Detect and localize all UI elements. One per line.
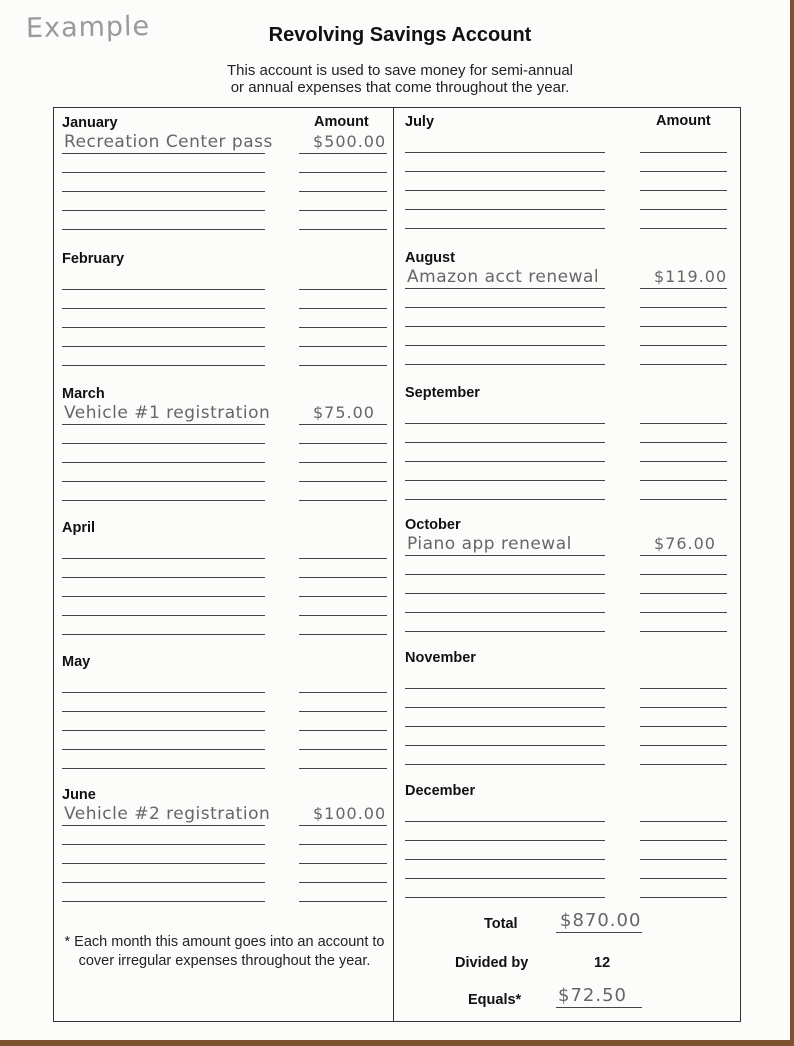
entry-line-january[interactable] (62, 210, 265, 211)
entry-line-february[interactable] (62, 365, 265, 366)
entry-line-september[interactable] (405, 423, 605, 424)
amount-line-june[interactable] (299, 844, 387, 845)
entry-line-august[interactable] (405, 326, 605, 327)
amount-line-july[interactable] (640, 152, 727, 153)
entry-line-january[interactable] (62, 153, 265, 154)
amount-line-december[interactable] (640, 859, 727, 860)
entry-line-august[interactable] (405, 288, 605, 289)
entry-line-september[interactable] (405, 461, 605, 462)
amount-line-february[interactable] (299, 289, 387, 290)
amount-line-march[interactable] (299, 443, 387, 444)
amount-line-june[interactable] (299, 863, 387, 864)
amount-line-november[interactable] (640, 707, 727, 708)
amount-line-august[interactable] (640, 307, 727, 308)
amount-line-august[interactable] (640, 364, 727, 365)
entry-text-august: Amazon acct renewal (407, 267, 600, 287)
amount-header-july: Amount (656, 113, 711, 129)
entry-line-december[interactable] (405, 878, 605, 879)
total-value: $870.00 (560, 910, 642, 931)
entry-line-july[interactable] (405, 171, 605, 172)
amount-line-september[interactable] (640, 423, 727, 424)
month-label-november: November (405, 650, 476, 666)
amount-line-december[interactable] (640, 821, 727, 822)
entry-line-may[interactable] (62, 711, 265, 712)
amount-line-december[interactable] (640, 840, 727, 841)
month-label-january: January (62, 115, 118, 131)
amount-line-january[interactable] (299, 191, 387, 192)
entry-line-october[interactable] (405, 612, 605, 613)
entry-line-may[interactable] (62, 768, 265, 769)
amount-line-june[interactable] (299, 825, 387, 826)
amount-line-november[interactable] (640, 688, 727, 689)
amount-line-october[interactable] (640, 612, 727, 613)
subtitle-line-1: This account is used to save money for semi-annual (226, 62, 573, 79)
page-subtitle (0, 62, 794, 96)
column-divider (393, 107, 394, 1022)
entry-line-december[interactable] (405, 897, 605, 898)
entry-line-december[interactable] (405, 821, 605, 822)
entry-line-november[interactable] (405, 688, 605, 689)
entry-line-january[interactable] (62, 172, 265, 173)
amount-line-may[interactable] (299, 711, 387, 712)
page-title: Revolving Savings Account (268, 24, 532, 46)
amount-line-february[interactable] (299, 346, 387, 347)
entry-line-april[interactable] (62, 558, 265, 559)
amount-line-march[interactable] (299, 462, 387, 463)
amount-line-december[interactable] (640, 897, 727, 898)
amount-line-january[interactable] (299, 229, 387, 230)
entry-line-june[interactable] (62, 844, 265, 845)
entry-line-february[interactable] (62, 289, 265, 290)
amount-text-august: $119.00 (654, 267, 728, 286)
entry-line-june[interactable] (62, 825, 265, 826)
entry-line-february[interactable] (62, 327, 265, 328)
amount-line-march[interactable] (299, 500, 387, 501)
equals-value: $72.50 (558, 985, 627, 1006)
month-label-march: March (62, 386, 105, 402)
amount-text-june: $100.00 (313, 804, 387, 823)
entry-line-march[interactable] (62, 443, 265, 444)
entry-line-march[interactable] (62, 481, 265, 482)
entry-line-july[interactable] (405, 228, 605, 229)
amount-line-june[interactable] (299, 901, 387, 902)
equals-line (556, 1007, 642, 1008)
entry-line-july[interactable] (405, 209, 605, 210)
amount-line-may[interactable] (299, 730, 387, 731)
worksheet-table (53, 107, 741, 1022)
amount-line-april[interactable] (299, 596, 387, 597)
amount-text-january: $500.00 (313, 132, 387, 151)
entry-line-april[interactable] (62, 577, 265, 578)
amount-line-march[interactable] (299, 481, 387, 482)
amount-line-november[interactable] (640, 764, 727, 765)
amount-line-september[interactable] (640, 499, 727, 500)
entry-line-may[interactable] (62, 730, 265, 731)
amount-line-may[interactable] (299, 692, 387, 693)
amount-line-november[interactable] (640, 745, 727, 746)
equals-label: Equals* (468, 992, 522, 1008)
amount-line-september[interactable] (640, 480, 727, 481)
entry-line-april[interactable] (62, 596, 265, 597)
entry-line-march[interactable] (62, 424, 265, 425)
entry-line-september[interactable] (405, 499, 605, 500)
month-label-september: September (405, 385, 480, 401)
amount-line-december[interactable] (640, 878, 727, 879)
amount-line-july[interactable] (640, 228, 727, 229)
entry-text-march: Vehicle #1 registration (64, 403, 271, 423)
entry-line-december[interactable] (405, 840, 605, 841)
amount-line-january[interactable] (299, 153, 387, 154)
entry-line-june[interactable] (62, 863, 265, 864)
amount-line-september[interactable] (640, 442, 727, 443)
month-label-june: June (62, 787, 96, 803)
entry-line-may[interactable] (62, 692, 265, 693)
entry-line-may[interactable] (62, 749, 265, 750)
entry-line-october[interactable] (405, 555, 605, 556)
footnote: * Each month this amount goes into an account to cover irregular expenses throughout the year. (64, 934, 385, 969)
entry-line-november[interactable] (405, 745, 605, 746)
entry-line-october[interactable] (405, 593, 605, 594)
amount-line-april[interactable] (299, 558, 387, 559)
entry-line-august[interactable] (405, 307, 605, 308)
amount-line-october[interactable] (640, 555, 727, 556)
entry-line-december[interactable] (405, 859, 605, 860)
entry-line-june[interactable] (62, 882, 265, 883)
entry-line-march[interactable] (62, 462, 265, 463)
amount-line-april[interactable] (299, 615, 387, 616)
entry-line-january[interactable] (62, 191, 265, 192)
amount-line-july[interactable] (640, 171, 727, 172)
month-label-february: February (62, 251, 125, 267)
amount-line-march[interactable] (299, 424, 387, 425)
amount-line-july[interactable] (640, 209, 727, 210)
entry-line-february[interactable] (62, 308, 265, 309)
amount-line-june[interactable] (299, 882, 387, 883)
amount-line-january[interactable] (299, 172, 387, 173)
amount-line-may[interactable] (299, 749, 387, 750)
amount-line-october[interactable] (640, 631, 727, 632)
month-label-october: October (405, 517, 461, 533)
month-label-may: May (62, 654, 91, 670)
amount-line-february[interactable] (299, 308, 387, 309)
month-label-august: August (405, 250, 455, 266)
entry-line-april[interactable] (62, 615, 265, 616)
entry-line-september[interactable] (405, 442, 605, 443)
entry-text-june: Vehicle #2 registration (64, 804, 271, 824)
divided-by-label: Divided by (455, 955, 529, 971)
amount-line-february[interactable] (299, 365, 387, 366)
amount-line-may[interactable] (299, 768, 387, 769)
entry-text-january: Recreation Center pass (64, 132, 273, 152)
entry-line-march[interactable] (62, 500, 265, 501)
entry-line-june[interactable] (62, 901, 265, 902)
total-label: Total (484, 916, 518, 932)
entry-line-february[interactable] (62, 346, 265, 347)
entry-line-november[interactable] (405, 726, 605, 727)
entry-line-november[interactable] (405, 764, 605, 765)
entry-line-january[interactable] (62, 229, 265, 230)
amount-line-october[interactable] (640, 574, 727, 575)
amount-line-april[interactable] (299, 634, 387, 635)
amount-line-april[interactable] (299, 577, 387, 578)
month-label-july: July (405, 114, 435, 130)
amount-line-august[interactable] (640, 288, 727, 289)
entry-line-november[interactable] (405, 707, 605, 708)
amount-line-october[interactable] (640, 593, 727, 594)
amount-header-january: Amount (314, 114, 369, 130)
entry-line-july[interactable] (405, 152, 605, 153)
entry-line-july[interactable] (405, 190, 605, 191)
amount-line-august[interactable] (640, 326, 727, 327)
total-line (556, 932, 642, 933)
entry-text-october: Piano app renewal (407, 534, 572, 554)
entry-line-october[interactable] (405, 574, 605, 575)
entry-line-april[interactable] (62, 634, 265, 635)
amount-line-september[interactable] (640, 461, 727, 462)
amount-line-july[interactable] (640, 190, 727, 191)
subtitle-line-2: or annual expenses that come throughout the year. (230, 79, 570, 96)
month-label-december: December (405, 783, 476, 799)
entry-line-august[interactable] (405, 364, 605, 365)
amount-line-february[interactable] (299, 327, 387, 328)
example-label: Example (25, 10, 151, 45)
month-label-april: April (62, 520, 96, 536)
amount-line-november[interactable] (640, 726, 727, 727)
entry-line-september[interactable] (405, 480, 605, 481)
entry-line-october[interactable] (405, 631, 605, 632)
amount-text-october: $76.00 (654, 534, 716, 553)
entry-line-august[interactable] (405, 345, 605, 346)
amount-line-january[interactable] (299, 210, 387, 211)
amount-text-march: $75.00 (313, 403, 375, 422)
amount-line-august[interactable] (640, 345, 727, 346)
divided-by-value: 12 (594, 955, 611, 971)
